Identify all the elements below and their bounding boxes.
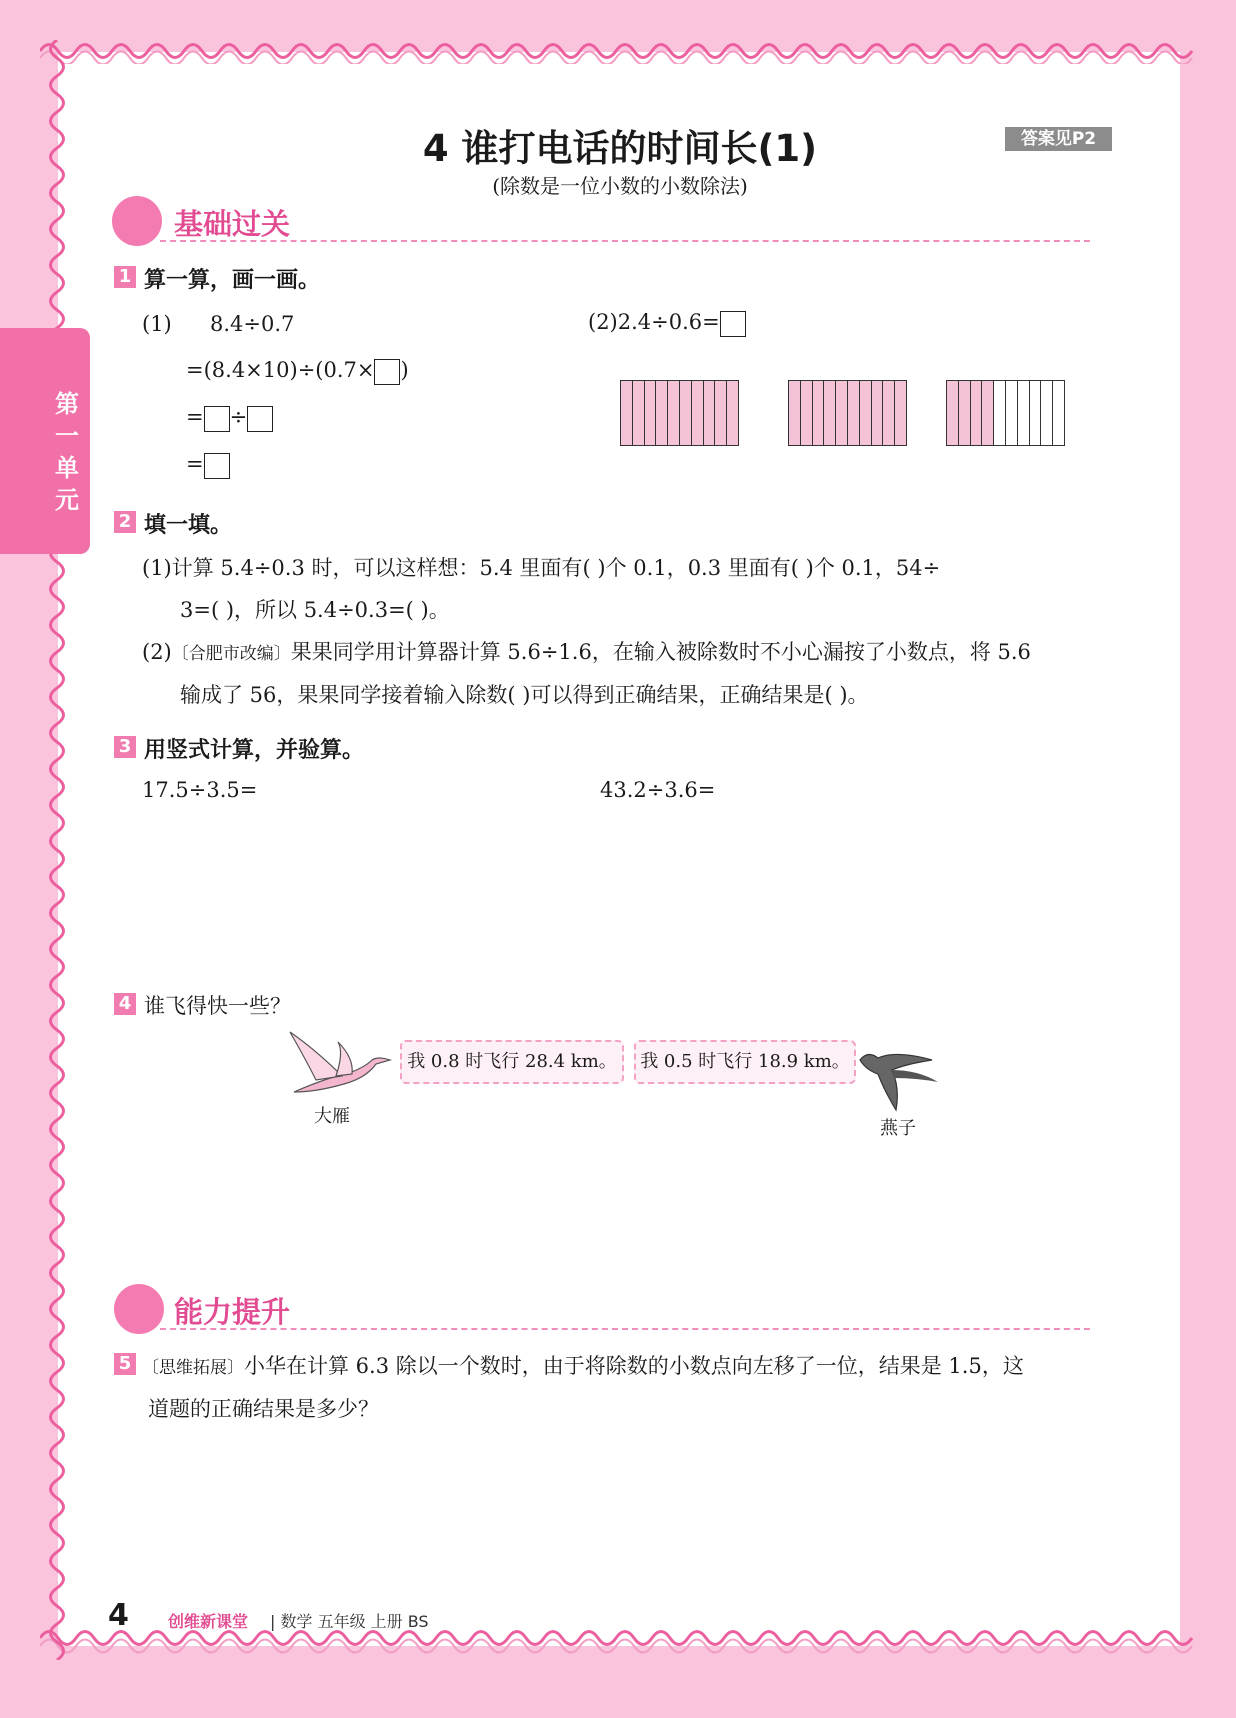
- question-title: 填一填。: [144, 513, 233, 538]
- expression: 43.2÷3.6=: [600, 778, 716, 802]
- wave-border-left: [44, 40, 70, 1660]
- swallow-icon: [856, 1040, 940, 1112]
- grid-column: [824, 381, 836, 445]
- question-number: 1: [114, 266, 136, 288]
- expression: 17.5÷3.5=: [142, 778, 258, 802]
- question-line: 3=( )，所以 5.4÷0.3=( )。: [180, 598, 450, 622]
- fraction-grid-1: [620, 380, 739, 446]
- grid-column: [704, 381, 716, 445]
- part-label: (1): [142, 312, 172, 336]
- expression-step: [186, 405, 273, 432]
- question-line: [142, 1350, 1024, 1380]
- grid-column: [715, 381, 727, 445]
- speech-bubble: 我 0.5 时飞行 18.9 km。: [634, 1040, 856, 1084]
- grid-column: [860, 381, 872, 445]
- question-line: 道题的正确结果是多少？: [148, 1397, 379, 1421]
- section-divider: [160, 1328, 1090, 1330]
- answer-box[interactable]: [247, 406, 273, 432]
- grid-column: [1030, 381, 1042, 445]
- fraction-grid-2: [788, 380, 907, 446]
- question-number: 5: [114, 1353, 136, 1375]
- unit-label: 第一单元: [55, 390, 79, 514]
- goose-icon: [286, 1030, 396, 1100]
- grid-column: [994, 381, 1006, 445]
- bird-label: 燕子: [880, 1118, 916, 1139]
- question-text: 小华在计算 6.3 除以一个数时，由于将除数的小数点向左移了一位，结果是 1.5，这: [244, 1354, 1024, 1378]
- expression: 8.4÷0.7: [210, 312, 295, 336]
- expression-step: [186, 358, 409, 385]
- question-line: [142, 636, 1031, 666]
- grid-column: [1018, 381, 1030, 445]
- grid-column: [680, 381, 692, 445]
- book-info: | 数学 五年级 上册 BS: [270, 1612, 429, 1631]
- grid-column: [848, 381, 860, 445]
- source-tag: 〔思维拓展〕: [142, 1358, 244, 1378]
- expression-step: [588, 310, 746, 337]
- answer-box[interactable]: [204, 453, 230, 479]
- bird-label: 大雁: [314, 1106, 350, 1127]
- section-mascot-icon: [112, 196, 162, 246]
- book-brand: 创维新课堂: [168, 1612, 249, 1631]
- expression-text: =(8.4×10)÷(0.7×: [186, 358, 375, 382]
- section-mascot-icon: [114, 1284, 164, 1334]
- grid-column: [645, 381, 657, 445]
- grid-column: [872, 381, 884, 445]
- grid-column: [789, 381, 801, 445]
- grid-column: [836, 381, 848, 445]
- wave-border-bottom: [40, 1630, 1196, 1656]
- grid-column: [813, 381, 825, 445]
- grid-column: [1053, 381, 1064, 445]
- grid-column: [895, 381, 906, 445]
- grid-column: [982, 381, 994, 445]
- speech-bubble: 我 0.8 时飞行 28.4 km。: [400, 1040, 624, 1084]
- grid-column: [692, 381, 704, 445]
- grid-column: [727, 381, 738, 445]
- grid-column: [883, 381, 895, 445]
- grid-column: [1041, 381, 1053, 445]
- section-title-basic: 基础过关: [174, 207, 291, 241]
- grid-column: [801, 381, 813, 445]
- question-title: 用竖式计算，并验算。: [144, 738, 365, 763]
- unit-side-tab: [0, 328, 90, 554]
- fraction-grid-3: [946, 380, 1065, 446]
- expression-text: (2)2.4÷0.6=: [588, 310, 720, 334]
- grid-column: [971, 381, 983, 445]
- answer-reference-badge: 答案见P2: [1005, 127, 1112, 151]
- part-label: (2): [142, 640, 172, 664]
- expression-step: [186, 452, 230, 479]
- answer-box[interactable]: [204, 406, 230, 432]
- expression-text: ÷: [229, 405, 248, 429]
- wave-border-top: [40, 38, 1196, 64]
- section-title-advanced: 能力提升: [174, 1295, 291, 1329]
- expression-text: =: [186, 405, 204, 429]
- grid-column: [947, 381, 959, 445]
- grid-column: [656, 381, 668, 445]
- page-number: 4: [108, 1598, 129, 1633]
- question-number: 4: [114, 993, 136, 1015]
- grid-column: [959, 381, 971, 445]
- grid-column: [1006, 381, 1018, 445]
- question-line: 输成了 56，果果同学接着输入除数( )可以得到正确结果，正确结果是( )。: [180, 683, 869, 707]
- lesson-title: 4 谁打电话的时间长(1): [422, 127, 818, 170]
- question-text: 果果同学用计算器计算 5.6÷1.6，在输入被除数时不小心漏按了小数点，将 5.6: [290, 640, 1031, 664]
- section-divider: [160, 240, 1090, 242]
- source-tag: 〔合肥市改编〕: [171, 644, 291, 664]
- question-title: 算一算，画一画。: [144, 268, 321, 293]
- expression-text: ): [400, 358, 409, 382]
- lesson-subtitle: (除数是一位小数的小数除法): [492, 174, 748, 198]
- expression-text: =: [186, 452, 204, 476]
- question-title: 谁飞得快一些？: [144, 994, 291, 1018]
- question-number: 2: [114, 511, 136, 533]
- question-line: (1)计算 5.4÷0.3 时，可以这样想：5.4 里面有( )个 0.1，0.3 里面有( )个 0.1，54÷: [142, 556, 941, 580]
- grid-column: [668, 381, 680, 445]
- grid-column: [633, 381, 645, 445]
- question-number: 3: [114, 736, 136, 758]
- answer-box[interactable]: [720, 311, 746, 337]
- grid-column: [621, 381, 633, 445]
- answer-box[interactable]: [374, 359, 400, 385]
